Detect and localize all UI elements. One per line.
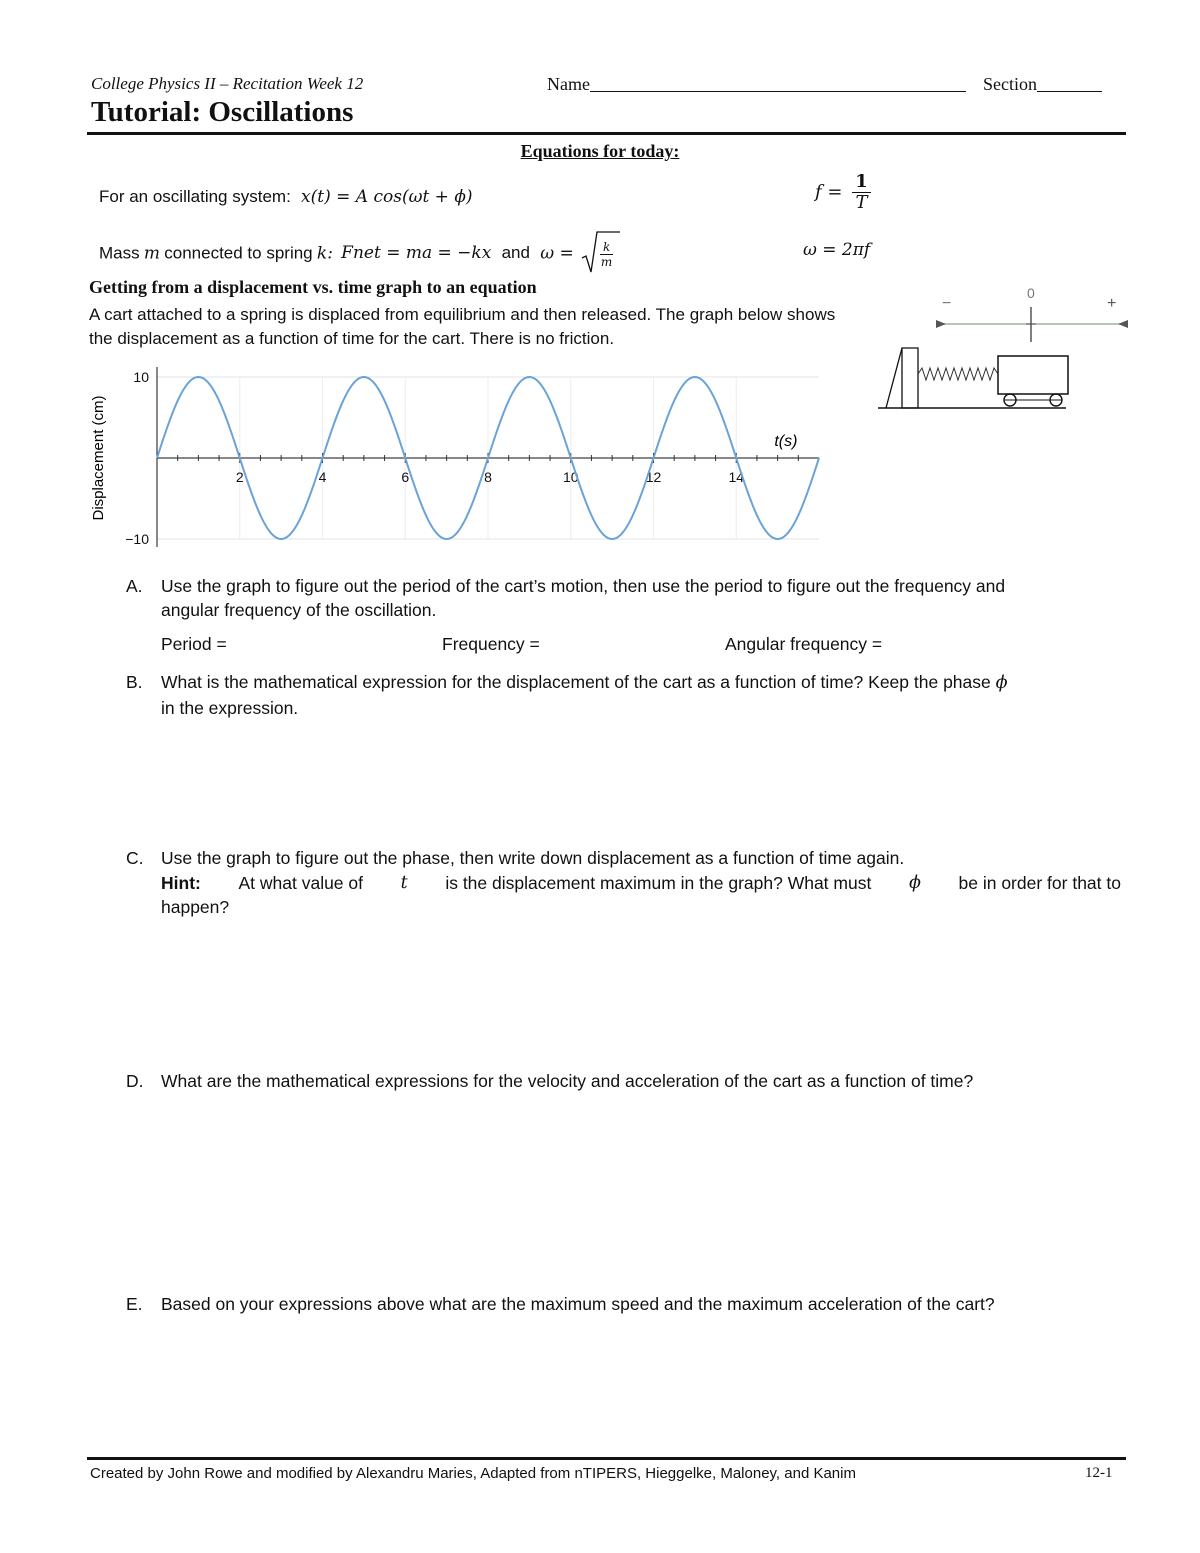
oscillation-equation	[99, 187, 473, 207]
f-lhs: f =	[815, 181, 843, 203]
question-c	[126, 846, 1126, 926]
y-axis-label: Displacement (cm)	[90, 395, 107, 521]
section-intro: A cart attached to a spring is displaced from equilibrium and then released. The graph below shows the displacement as a function of time for the cart. There is no friction.	[89, 305, 836, 348]
frequency-equation	[815, 172, 871, 213]
sqrt-expression	[582, 240, 613, 269]
x-axis-label: t(s)	[774, 433, 798, 450]
section-label: Section	[983, 74, 1037, 94]
angular-frequency-equation: ω = 2πf	[803, 240, 871, 260]
x-tick-label-12: 12	[645, 469, 662, 485]
f-den: T	[855, 192, 868, 213]
hint-text-2: is the displacement maximum in the graph? What must	[445, 873, 872, 893]
question-d	[126, 1069, 1126, 1099]
x-tick-label-2: 2	[235, 469, 244, 485]
period-answer[interactable]: Period =	[161, 634, 227, 654]
question-c-hint	[161, 871, 1121, 895]
diagram-plus: +	[1107, 295, 1117, 312]
sqrt-sign	[580, 230, 620, 274]
y-tick-labels	[125, 369, 149, 547]
section-field[interactable]	[983, 74, 1102, 95]
question-a-label: A.	[126, 576, 143, 596]
question-a	[126, 574, 1126, 684]
diagram-minus: −	[942, 295, 952, 312]
axis-arrow-right	[1118, 320, 1128, 328]
page-number: 12-1	[1085, 1465, 1113, 1481]
question-b-label: B.	[126, 672, 143, 692]
footer-divider	[87, 1457, 1126, 1460]
question-b	[126, 670, 1126, 730]
header-divider	[87, 132, 1126, 135]
wall-block	[902, 348, 918, 408]
name-label: Name	[547, 74, 590, 94]
question-c-label: C.	[126, 848, 144, 868]
question-d-label: D.	[126, 1071, 144, 1091]
question-b-text	[161, 670, 1008, 695]
wall-brace	[886, 348, 902, 408]
frequency-answer[interactable]: Frequency =	[442, 634, 540, 654]
question-d-text: What are the mathematical expressions for the velocity and acceleration of the cart as a function of time?	[161, 1071, 974, 1091]
spring-k: k:	[316, 243, 333, 264]
course-header: College Physics II – Recitation Week 12	[91, 74, 364, 93]
question-a-text-2: angular frequency of the oscillation.	[161, 600, 437, 620]
axis-arrow-left	[936, 320, 946, 328]
sqrt-den: m	[600, 255, 613, 269]
f-fraction	[852, 172, 871, 213]
question-c-hint-2: happen?	[161, 897, 230, 917]
question-b-text-2: in the expression.	[161, 698, 299, 718]
section-heading: Getting from a displacement vs. time graph to an equation	[89, 277, 537, 297]
spring-equation	[99, 240, 613, 269]
x-tick-label-4: 4	[318, 469, 327, 485]
question-b-text-main: What is the mathematical expression for the displacement of the cart as a function of time? Keep the phase	[161, 672, 991, 692]
equations-heading: Equations for today:	[520, 141, 680, 161]
omega-lhs: ω =	[540, 243, 574, 264]
spring-label-2: connected to spring	[164, 243, 313, 263]
spring	[918, 368, 998, 380]
y-tick-label-0: 10	[133, 369, 149, 385]
page-title: Tutorial: Oscillations	[91, 96, 354, 128]
footer-credit: Created by John Rowe and modified by Alexandru Maries, Adapted from nTIPERS, Hieggelke, Maloney, and Kanim	[90, 1465, 856, 1482]
cart-spring-diagram	[876, 282, 1136, 412]
x-tick-label-6: 6	[401, 469, 410, 485]
oscillation-formula: x(t) = A cos(ωt + ϕ)	[301, 187, 473, 207]
question-a-text: Use the graph to figure out the period of the cart’s motion, then use the period to figure out the frequency and	[161, 576, 1006, 596]
sqrt-num: k	[600, 240, 613, 255]
spring-m: m	[143, 243, 160, 264]
hint-text-3: be in order for that to	[958, 873, 1121, 893]
name-field[interactable]	[547, 74, 966, 95]
x-tick-labels	[236, 469, 744, 485]
x-tick-label-14: 14	[728, 469, 745, 485]
f-num: 1	[852, 172, 871, 193]
x-tick-label-8: 8	[484, 469, 492, 485]
hint-text-1: At what value of	[238, 873, 364, 893]
question-e-label: E.	[126, 1294, 143, 1314]
displacement-chart	[85, 355, 830, 570]
cart-body	[998, 356, 1068, 394]
hint-t: t	[400, 873, 408, 893]
phase-symbol: ϕ	[995, 673, 1008, 693]
x-tick-label-10: 10	[562, 469, 579, 485]
question-e-text: Based on your expressions above what are the maximum speed and the maximum acceleration of the cart?	[161, 1294, 995, 1314]
question-e	[126, 1292, 1126, 1322]
spring-and: and	[501, 243, 530, 263]
question-c-text: Use the graph to figure out the phase, then write down displacement as a function of time again.	[161, 848, 905, 868]
hint-phi: ϕ	[908, 873, 921, 893]
y-tick-label-1: −10	[125, 531, 149, 547]
spring-label-1: Mass	[99, 243, 140, 263]
oscillation-label: For an oscillating system:	[99, 187, 291, 206]
diagram-zero: 0	[1027, 285, 1035, 301]
hint-label: Hint:	[161, 873, 201, 893]
angular-frequency-answer[interactable]: Angular frequency =	[725, 634, 883, 654]
spring-formula: Fnet = ma = −kx	[341, 243, 492, 264]
